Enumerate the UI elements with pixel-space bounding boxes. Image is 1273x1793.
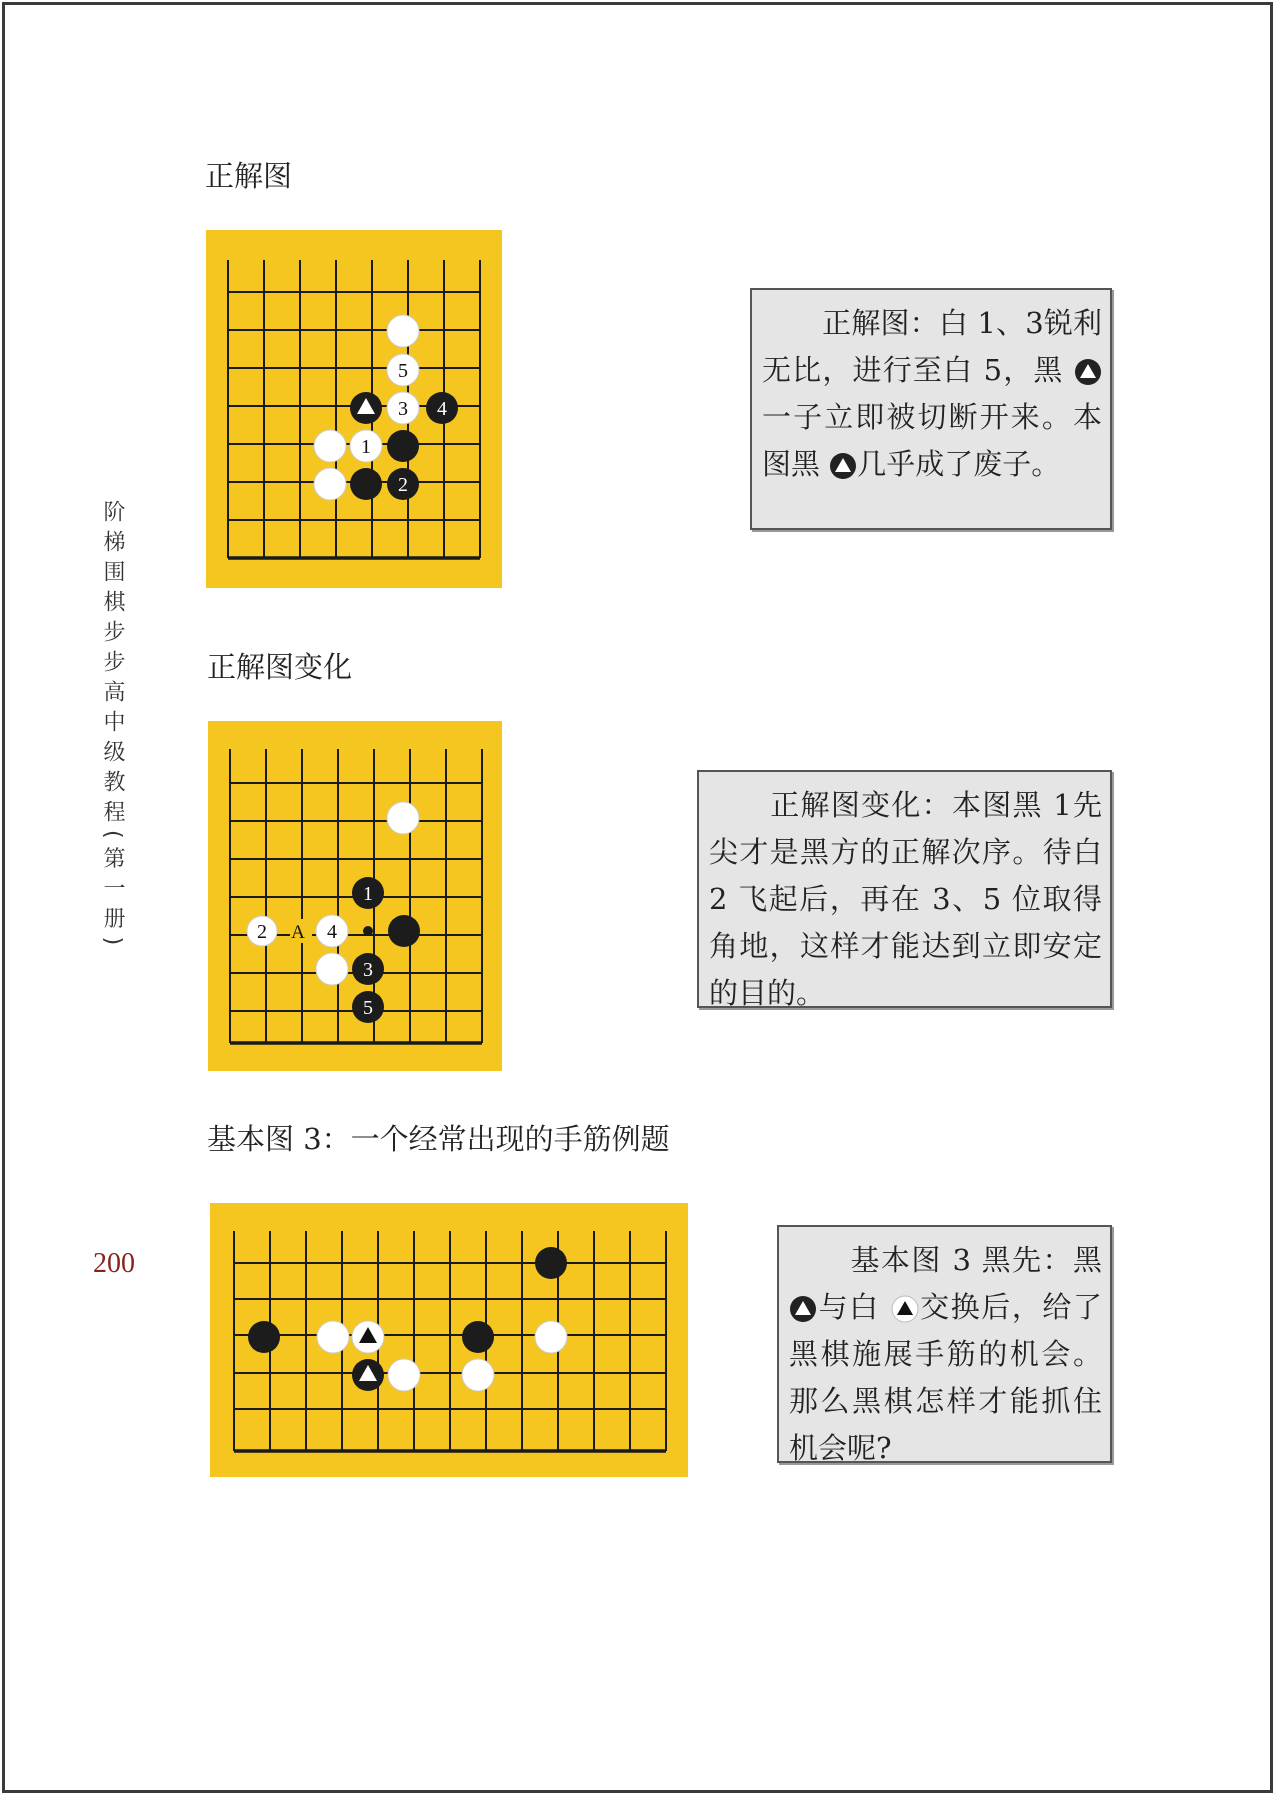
stone-label: 5 [363, 997, 373, 1019]
black-stone [387, 430, 419, 462]
black-stone [535, 1247, 567, 1279]
stone-label: 4 [327, 921, 337, 943]
caption-text: 一子立即被切断开来。本图黑 [762, 400, 1102, 481]
black-triangle-stone-icon [829, 452, 857, 480]
white-stone [316, 953, 348, 985]
page-number: 200 [93, 1248, 135, 1279]
go-board-3 [210, 1203, 688, 1477]
black-stone [350, 468, 382, 500]
black-stone [248, 1321, 280, 1353]
caption-text: 正解图变化：本图黑 1先尖才是黑方的正解次序。待白 2 飞起后，再在 3、5 位取得角地，这样才能达到立即安定的目的。 [709, 788, 1102, 1010]
white-stone [535, 1321, 567, 1353]
black-stone-triangle [352, 1359, 384, 1391]
stone-label: 3 [398, 398, 408, 420]
black-stone-3 [352, 953, 384, 985]
black-stone-1 [352, 877, 384, 909]
caption-text: 基本图 3 黑先：黑 [849, 1243, 1102, 1277]
white-stone-3 [387, 392, 419, 424]
point-label-a [290, 919, 312, 943]
stone-label: 1 [363, 883, 373, 905]
black-stone [388, 915, 420, 947]
section-heading-2: 正解图变化 [207, 650, 353, 684]
stone-label: 2 [398, 474, 408, 496]
white-triangle-stone-icon [891, 1295, 919, 1323]
black-stone-5 [352, 991, 384, 1023]
black-stone-triangle [350, 392, 382, 424]
white-stone [387, 802, 419, 834]
white-stone [314, 430, 346, 462]
white-stone [314, 468, 346, 500]
black-stone [462, 1321, 494, 1353]
caption-box-3 [777, 1225, 1112, 1463]
black-stone-2 [387, 468, 419, 500]
go-board-2 [208, 721, 502, 1071]
black-stone-4 [426, 392, 458, 424]
stone-label: 2 [257, 921, 267, 943]
stone-label: 1 [361, 436, 371, 458]
caption-text: 交换后，给了黑棋施展手筋的机会。那么黑棋怎样才能抓住机会呢? [789, 1290, 1102, 1465]
white-stone [387, 315, 419, 347]
caption-text: 几乎成了废子。 [857, 447, 1061, 481]
stone-label: 5 [398, 360, 408, 382]
caption-text: 正解图：白 1、3锐利无比，进行至白 5，黑 [762, 306, 1102, 387]
star-point [363, 926, 373, 936]
white-stone [317, 1321, 349, 1353]
caption-box-1 [750, 288, 1112, 530]
section-heading-1: 正解图 [205, 159, 293, 193]
caption-text: 与白 [817, 1290, 880, 1324]
book-title-vertical: 阶梯围棋步步高中级教程(第一册) [100, 500, 125, 954]
caption-box-2 [697, 770, 1112, 1008]
point-label: A [291, 922, 305, 943]
white-stone-5 [387, 354, 419, 386]
white-stone-1 [350, 430, 382, 462]
white-stone [388, 1359, 420, 1391]
go-board-1 [206, 230, 502, 588]
stone-label: 4 [437, 398, 447, 420]
white-stone-4 [316, 915, 348, 947]
black-triangle-stone-icon [789, 1295, 817, 1323]
black-triangle-stone-icon [1074, 358, 1102, 386]
white-stone-triangle [352, 1321, 384, 1353]
section-heading-3: 基本图 3：一个经常出现的手筋例题 [207, 1122, 670, 1156]
white-stone-2 [247, 916, 277, 946]
stone-label: 3 [363, 959, 373, 981]
white-stone [462, 1359, 494, 1391]
